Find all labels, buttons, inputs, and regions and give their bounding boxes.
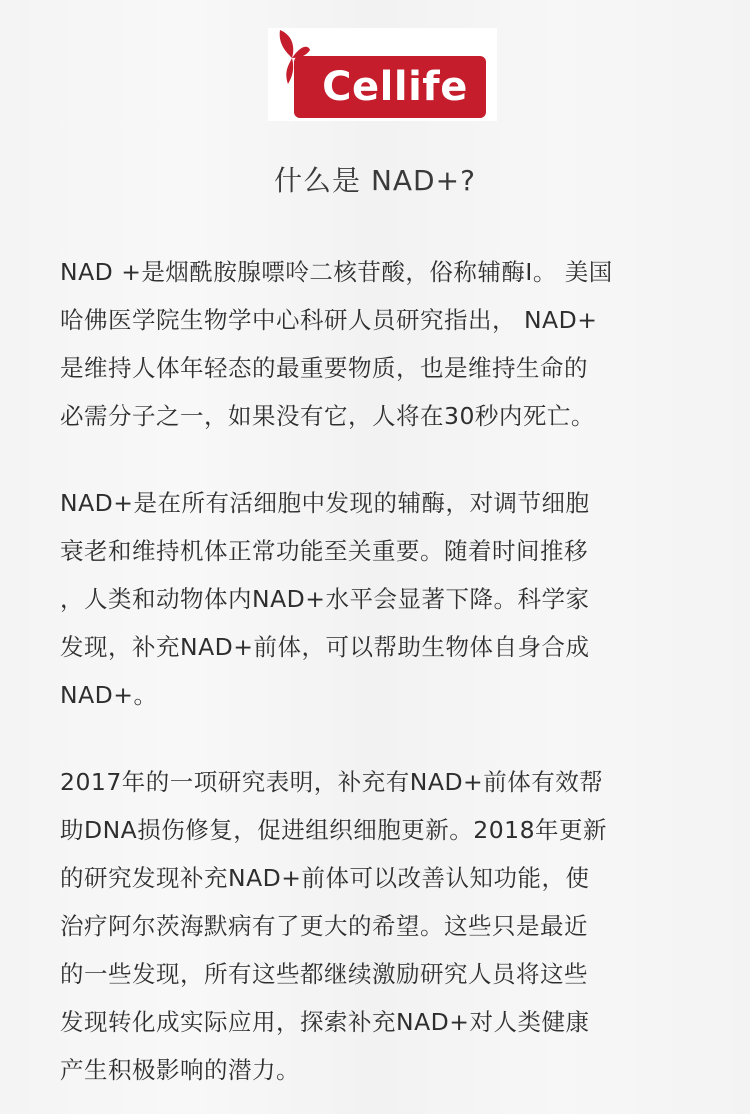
text-line: 治疗阿尔茨海默病有了更大的希望。这些只是最近 — [60, 912, 588, 940]
text-line: 是维持人体年轻态的最重要物质，也是维持生命的 — [60, 354, 588, 382]
paragraph-research — [60, 758, 700, 1094]
text-line: 发现，补充NAD+前体，可以帮助生物体自身合成 — [60, 633, 590, 661]
text-line: 产生积极影响的潜力。 — [60, 1056, 300, 1084]
brand-logo — [268, 28, 497, 121]
text-line: 发现转化成实际应用，探索补充NAD+对人类健康 — [60, 1008, 590, 1036]
text-line: 哈佛医学院生物学中心科研人员研究指出， NAD+ — [60, 306, 598, 334]
text-line: NAD +是烟酰胺腺嘌呤二核苷酸，俗称辅酶I。 美国 — [60, 258, 613, 286]
logo-badge — [294, 56, 486, 118]
paragraph-function — [60, 479, 700, 719]
text-line: 助DNA损伤修复，促进组织细胞更新。2018年更新 — [60, 816, 608, 844]
text-line: NAD+是在所有活细胞中发现的辅酶，对调节细胞 — [60, 489, 590, 517]
text-line: ，人类和动物体内NAD+水平会显著下降。科学家 — [60, 585, 590, 613]
text-line: 的研究发现补充NAD+前体可以改善认知功能，使 — [60, 864, 590, 892]
text-line: 的一些发现，所有这些都继续激励研究人员将这些 — [60, 960, 588, 988]
page-title: 什么是 NAD+? — [274, 164, 476, 197]
paragraph-intro — [60, 248, 700, 440]
text-line: 2017年的一项研究表明，补充有NAD+前体有效帮 — [60, 768, 604, 796]
text-line: NAD+。 — [60, 681, 158, 709]
text-line: 衰老和维持机体正常功能至关重要。随着时间推移 — [60, 537, 588, 565]
logo-wordmark: Cellife — [322, 64, 468, 110]
text-line: 必需分子之一，如果没有它，人将在30秒内死亡。 — [60, 402, 595, 430]
